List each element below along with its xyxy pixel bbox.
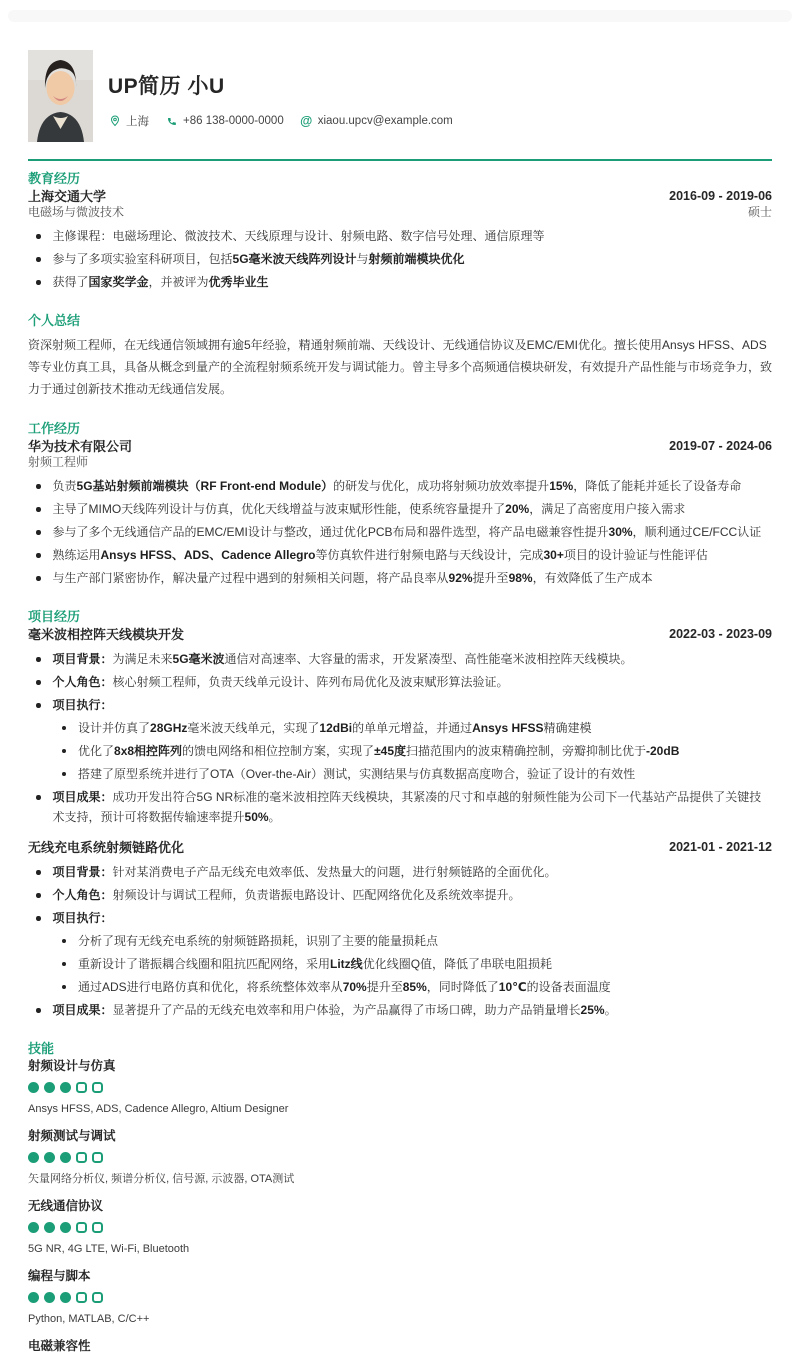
bullet-dot-icon	[36, 530, 41, 535]
entry-header-left	[28, 840, 184, 855]
contact-text: +86 138-0000-0000	[183, 115, 284, 127]
entry-header-right	[669, 189, 772, 219]
text: 通信对高速率、大容量的需求，开发紧凑型、高性能毫米波相控阵天线模块。	[224, 652, 633, 666]
bold-text: 个人角色：	[52, 675, 113, 689]
text: 精确建模	[543, 721, 592, 735]
bold-text: 项目执行：	[52, 698, 113, 712]
text: 项目的设计验证与性能评估	[563, 548, 708, 562]
section-summary	[28, 313, 772, 400]
text: 射频设计与调试工程师，负责谐振电路设计、匹配网络优化及系统效率提升。	[112, 888, 521, 902]
bold-text: 15%	[549, 479, 574, 493]
text: 提升至	[472, 571, 509, 585]
text: ，同时降低了	[426, 980, 499, 994]
bold-text: 98%	[508, 571, 533, 585]
bold-text: 5G基站射频前端模块（RF Front-end Module）	[76, 479, 334, 493]
skill-dot-filled-icon	[28, 1222, 39, 1233]
bold-text: 项目成果：	[52, 1003, 113, 1017]
text: 负责	[52, 479, 77, 493]
page-top-strip	[8, 10, 792, 22]
contact-text: xiaou.upcv@example.com	[317, 115, 453, 127]
bullet-dot-icon	[36, 893, 41, 898]
bullet-item	[28, 862, 772, 882]
skill-dot-filled-icon	[60, 1292, 71, 1303]
bullet-text	[53, 226, 773, 246]
bullet-item	[28, 885, 772, 905]
email-icon: @	[300, 113, 313, 128]
bold-text: 项目执行：	[52, 911, 113, 925]
bullet-dot-icon	[36, 280, 41, 285]
skill-level-dots	[28, 1082, 772, 1093]
section-heading: 项目经历	[28, 609, 81, 624]
bold-text: Ansys HFSS	[472, 721, 544, 735]
text: 的研发与优化，成功将射频功放效率提升	[333, 479, 550, 493]
bullet-item	[28, 672, 772, 692]
text: ，并被评为	[148, 275, 209, 289]
bullet-text	[53, 499, 773, 519]
bullet-text	[78, 977, 772, 997]
bold-text: -20dB	[646, 744, 680, 758]
bullet-item	[28, 545, 772, 565]
timeline-entry	[28, 439, 772, 588]
section-heading: 技能	[28, 1041, 55, 1056]
bullet-text	[53, 695, 773, 715]
skill-dot-empty-icon	[76, 1082, 87, 1093]
text: 的设备表面温度	[526, 980, 611, 994]
avatar	[28, 50, 93, 142]
skill-dot-empty-icon	[92, 1152, 103, 1163]
bold-text: 个人角色：	[52, 888, 113, 902]
bullet-text	[78, 954, 772, 974]
text: ，满足了高密度用户接入需求	[529, 502, 686, 516]
text: 获得了	[52, 275, 89, 289]
bullet-text	[53, 908, 773, 928]
bullet-list	[28, 226, 772, 292]
bullet-dot-icon	[36, 507, 41, 512]
bullet-text	[78, 764, 772, 784]
bold-text: 25%	[580, 1003, 605, 1017]
bullet-dot-icon	[36, 257, 41, 262]
section-education	[28, 171, 772, 292]
bullet-text	[53, 862, 773, 882]
entry-date: 2019-07 - 2024-06	[669, 439, 772, 453]
bullet-dot-icon	[36, 916, 41, 921]
bold-text: Litz线	[330, 957, 363, 971]
text: 参与了多个无线通信产品的EMC/EMI设计与整改，通过优化PCB布局和器件选型，将产品电磁兼容性提升	[52, 525, 609, 539]
bold-text: 70%	[342, 980, 367, 994]
bold-text: 12dBi	[319, 721, 353, 735]
entry-header-right	[669, 439, 772, 454]
bullet-item	[28, 272, 772, 292]
bold-text: 优秀毕业生	[208, 275, 269, 289]
skill-name: 编程与脚本	[28, 1269, 91, 1283]
bold-text: 项目背景：	[52, 865, 113, 879]
skill-tools: 矢量网络分析仪, 频谱分析仪, 信号源, 示波器, OTA测试	[28, 1173, 295, 1185]
text: 主导了MIMO天线阵列设计与仿真，优化天线增益与波束赋形性能，使系统容量提升了	[52, 502, 506, 516]
text: 熟练运用	[52, 548, 101, 562]
bullet-dot-icon	[62, 962, 66, 966]
skill-dot-filled-icon	[44, 1222, 55, 1233]
bold-text: 5G毫米波天线阵列设计	[232, 252, 357, 266]
bold-text: 28GHz	[150, 721, 188, 735]
bullet-item	[28, 522, 772, 542]
entry-title: 上海交通大学	[28, 189, 107, 204]
bullet-text	[53, 568, 773, 588]
entry-title: 华为技术有限公司	[28, 439, 133, 454]
entry-header	[28, 189, 772, 219]
skill-level-dots	[28, 1292, 772, 1303]
entry-date: 2016-09 - 2019-06	[669, 189, 772, 203]
bullet-dot-icon	[36, 553, 41, 558]
skill-level-dots	[28, 1152, 772, 1163]
text: 毫米波天线单元，实现了	[187, 721, 320, 735]
bullet-dot-icon	[36, 657, 41, 662]
bullet-item	[28, 568, 772, 588]
entry-header-right	[669, 627, 772, 642]
text: 提升至	[366, 980, 403, 994]
text: 优化线圈Q值，降低了串联电阻损耗	[362, 957, 553, 971]
skill-dot-empty-icon	[76, 1222, 87, 1233]
text: ，顺利通过CE/FCC认证	[632, 525, 762, 539]
sub-bullet-item	[28, 718, 772, 738]
bold-text: Ansys HFSS、ADS、Cadence Allegro	[100, 548, 316, 562]
bullet-list	[28, 649, 772, 827]
bullet-item	[28, 649, 772, 669]
skill-tools: 5G NR, 4G LTE, Wi-Fi, Bluetooth	[28, 1243, 190, 1255]
skill-tools: Python, MATLAB, C/C++	[28, 1313, 150, 1325]
contact-item	[300, 115, 453, 128]
bullet-dot-icon	[62, 749, 66, 753]
text: 主修课程：电磁场理论、微波技术、天线原理与设计、射频电路、数字信号处理、通信原理等	[52, 229, 545, 243]
contact-item	[108, 113, 149, 129]
skill-dot-filled-icon	[60, 1222, 71, 1233]
bullet-item	[28, 695, 772, 715]
bullet-dot-icon	[36, 1008, 41, 1013]
bold-text: 85%	[402, 980, 427, 994]
section-projects	[28, 609, 772, 1020]
skill-dot-filled-icon	[44, 1292, 55, 1303]
skill-name: 射频测试与调试	[28, 1129, 116, 1143]
text: 显著提升了产品的无线充电效率和用户体验，为产品赢得了市场口碑，助力产品销量增长	[112, 1003, 581, 1017]
bold-text: 项目背景：	[52, 652, 113, 666]
text: 扫描范围内的波束精确控制，旁瓣抑制比优于	[406, 744, 647, 758]
skill-item	[28, 1199, 772, 1256]
header-divider	[28, 159, 772, 161]
bold-text: 5G毫米波	[172, 652, 225, 666]
skill-tools: Ansys HFSS, ADS, Cadence Allegro, Altium Designer	[28, 1103, 289, 1115]
bullet-text	[78, 718, 772, 738]
bold-text: ±45度	[374, 744, 406, 758]
bullet-text	[53, 522, 773, 542]
bullet-item	[28, 1000, 772, 1020]
bullet-dot-icon	[36, 680, 41, 685]
bold-text: 20%	[505, 502, 530, 516]
section-heading: 工作经历	[28, 421, 81, 436]
contact-item	[165, 115, 284, 128]
entry-subtitle: 电磁场与微波技术	[28, 205, 125, 219]
bold-text: 50%	[244, 810, 269, 824]
skill-item	[28, 1339, 772, 1354]
entry-header-left	[28, 439, 132, 469]
bullet-text	[53, 249, 773, 269]
bullet-item	[28, 226, 772, 246]
text: 通过ADS进行电路仿真和优化，将系统整体效率从	[78, 980, 343, 994]
skill-dot-filled-icon	[28, 1292, 39, 1303]
bullet-dot-icon	[36, 795, 41, 800]
skill-name: 射频设计与仿真	[28, 1059, 116, 1073]
bullet-item	[28, 908, 772, 928]
entry-title: 无线充电系统射频链路优化	[28, 840, 185, 855]
bold-text: 8x8相控阵列	[114, 744, 183, 758]
text: 为满足未来	[112, 652, 173, 666]
skill-name: 无线通信协议	[28, 1199, 104, 1213]
bullet-dot-icon	[62, 985, 66, 989]
bullet-dot-icon	[36, 870, 41, 875]
entry-date-note: 硕士	[747, 205, 772, 219]
skill-dot-filled-icon	[60, 1082, 71, 1093]
bullet-dot-icon	[62, 726, 66, 730]
text: 。	[268, 810, 281, 824]
text: 等仿真软件进行射频电路与天线设计，完成	[315, 548, 544, 562]
text: 针对某消费电子产品无线充电效率低、发热量大的问题，进行射频链路的全面优化。	[112, 865, 557, 879]
bullet-text	[53, 1000, 773, 1020]
bold-text: 10℃	[498, 980, 527, 994]
bold-text: 30+	[543, 548, 564, 562]
entry-header-right	[669, 840, 772, 855]
skill-dot-empty-icon	[92, 1222, 103, 1233]
bullet-text	[78, 741, 772, 761]
bullet-dot-icon	[62, 939, 66, 943]
sub-bullet-item	[28, 764, 772, 784]
timeline-entry	[28, 840, 772, 1020]
text: 重新设计了谐振耦合线圈和阻抗匹配网络，采用	[78, 957, 331, 971]
text: 优化了	[78, 744, 115, 758]
skill-dot-empty-icon	[92, 1082, 103, 1093]
text: 。	[604, 1003, 617, 1017]
skill-dot-empty-icon	[92, 1292, 103, 1303]
location-icon	[108, 115, 121, 128]
entry-header-left	[28, 627, 184, 642]
profile-photo	[28, 50, 93, 142]
text: ，降低了能耗并延长了设备寿命	[573, 479, 742, 493]
text: 参与了多项实验室科研项目，包括	[52, 252, 233, 266]
contact-text: 上海	[126, 116, 149, 128]
skill-dot-filled-icon	[28, 1152, 39, 1163]
entry-header	[28, 840, 772, 855]
text: ，有效降低了生产成本	[532, 571, 653, 585]
timeline-entry	[28, 627, 772, 827]
bullet-text	[53, 545, 773, 565]
bold-text: 射频前端模块优化	[368, 252, 465, 266]
sub-bullet-item	[28, 931, 772, 951]
bullet-item	[28, 499, 772, 519]
bold-text: 国家奖学金	[88, 275, 149, 289]
skill-name: 电磁兼容性	[28, 1339, 91, 1353]
bullet-dot-icon	[36, 576, 41, 581]
bullet-text	[53, 476, 773, 496]
skill-dot-empty-icon	[76, 1152, 87, 1163]
bullet-dot-icon	[36, 484, 41, 489]
section-heading: 个人总结	[28, 313, 81, 328]
skill-dot-filled-icon	[60, 1152, 71, 1163]
text: 的馈电网络和相位控制方案，实现了	[182, 744, 375, 758]
entry-header	[28, 439, 772, 469]
text: 设计并仿真了	[78, 721, 151, 735]
entry-header-left	[28, 189, 124, 219]
summary-text: 资深射频工程师，在无线通信领域拥有逾5年经验，精通射频前端、天线设计、无线通信协议及EMC/EMI优化。擅长使用Ansys HFSS、ADS等专业仿真工具，具备从概念到量产的全流程射频系统开发与调试能力。曾主导多个高频通信模块研发，有效提升产品性能与市场竞争力，致力于通过创新技术推动无线通信发展。	[28, 338, 773, 396]
skill-dot-filled-icon	[28, 1082, 39, 1093]
bullet-dot-icon	[36, 703, 41, 708]
entry-subtitle: 射频工程师	[28, 455, 89, 469]
header-info	[108, 50, 453, 142]
bullet-text	[53, 787, 773, 827]
candidate-name: UP简历 小U	[108, 75, 225, 98]
section-work	[28, 421, 772, 588]
text: 成功开发出符合5G NR标准的毫米波相控阵天线模块，其紧凑的尺寸和卓越的射频性能为公司下一代基站产品提供了关键技术支持，预计可将数据传输速率提升	[52, 790, 762, 824]
text: 与	[356, 252, 369, 266]
bullet-dot-icon	[36, 234, 41, 239]
bullet-item	[28, 476, 772, 496]
sub-bullet-item	[28, 741, 772, 761]
entry-header	[28, 627, 772, 642]
resume-body	[0, 171, 800, 1354]
bullet-text	[53, 649, 773, 669]
entry-title: 毫米波相控阵天线模块开发	[28, 627, 185, 642]
bullet-item	[28, 249, 772, 269]
text: 核心射频工程师，负责天线单元设计、阵列布局优化及波束赋形算法验证。	[112, 675, 509, 689]
bold-text: 92%	[448, 571, 473, 585]
timeline-entry	[28, 189, 772, 292]
text: 分析了现有无线充电系统的射频链路损耗，识别了主要的能量损耗点	[78, 934, 439, 948]
text: 的单单元增益，并通过	[352, 721, 473, 735]
sub-bullet-item	[28, 977, 772, 997]
skill-dot-filled-icon	[44, 1082, 55, 1093]
bullet-list	[28, 476, 772, 588]
skill-dot-filled-icon	[44, 1152, 55, 1163]
bullet-text	[53, 272, 773, 292]
section-heading: 教育经历	[28, 171, 81, 186]
bullet-text	[53, 885, 773, 905]
contact-row	[108, 113, 453, 129]
bullet-item	[28, 787, 772, 827]
bullet-dot-icon	[62, 772, 66, 776]
section-skills	[28, 1041, 772, 1354]
bullet-list	[28, 862, 772, 1020]
entry-date: 2021-01 - 2021-12	[669, 840, 772, 854]
entry-date: 2022-03 - 2023-09	[669, 627, 772, 641]
phone-icon	[165, 115, 178, 128]
sub-bullet-item	[28, 954, 772, 974]
bold-text: 项目成果：	[52, 790, 113, 804]
text: 与生产部门紧密协作，解决量产过程中遇到的射频相关问题，将产品良率从	[52, 571, 449, 585]
skill-item	[28, 1129, 772, 1186]
text: 搭建了原型系统并进行了OTA（Over-the-Air）测试，实测结果与仿真数据高度吻合，验证了设计的有效性	[78, 767, 636, 781]
skill-item	[28, 1269, 772, 1326]
skill-item	[28, 1059, 772, 1116]
bullet-text	[78, 931, 772, 951]
skill-dot-empty-icon	[76, 1292, 87, 1303]
bold-text: 30%	[608, 525, 633, 539]
bullet-text	[53, 672, 773, 692]
skill-level-dots	[28, 1222, 772, 1233]
